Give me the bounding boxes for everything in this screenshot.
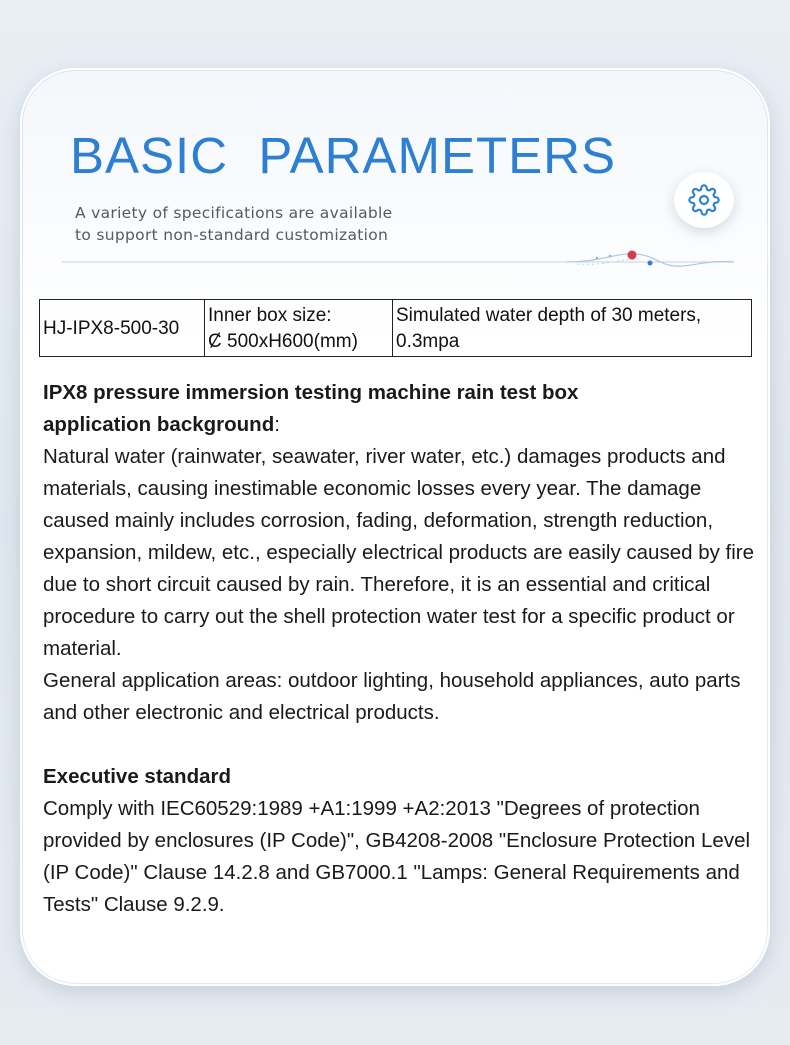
page-subtitle <box>75 202 392 246</box>
table-row <box>40 300 752 357</box>
water-depth-line-2: 0.3mpa <box>396 331 460 352</box>
standard-paragraph: Comply with IEC60529:1989 +A1:1999 +A2:2013 "Degrees of protection provided by enclosures (IP Code)", GB4208-2008 "Enclosure Protection Level (IP Code)" Clause 14.2.8 and GB7000.1 "Lamps: General Requirements and Tests" Clause 9.2.9. <box>43 797 751 916</box>
page-title: BASIC PARAMETERS <box>70 127 617 184</box>
inner-size-value: Ȼ 500xH600(mm) <box>208 331 358 352</box>
red-dot-icon <box>628 251 637 260</box>
spec-table <box>39 299 752 357</box>
inner-size-label: Inner box size: <box>208 305 332 326</box>
background-heading-line-2: application background <box>43 413 275 436</box>
decorative-divider <box>62 246 734 276</box>
blue-dot-icon <box>648 261 653 266</box>
background-heading-colon: : <box>274 413 280 436</box>
background-heading-line-1: IPX8 pressure immersion testing machine rain test box <box>43 381 579 404</box>
background-paragraph-2: General application areas: outdoor lighting, household appliances, auto parts and other electronic and electrical products. <box>43 669 741 724</box>
main-content <box>43 377 758 921</box>
water-depth-line-1: Simulated water depth of 30 meters, <box>396 305 702 326</box>
standard-heading: Executive standard <box>43 765 231 788</box>
subtitle-line-1: A variety of specifications are available <box>75 204 393 222</box>
water-depth-cell <box>393 300 752 357</box>
background-paragraph-1: Natural water (rainwater, seawater, river water, etc.) damages products and materials, causing inestimable economic losses every year. The damage caused mainly includes corrosion, fading, deformation, strength reduction, expansion, mildew, etc., especially electrical products are easily caused by fire due to short circuit caused by rain. Therefore, it is an essential and critical procedure to carry out the shell protection water test for a specific product or material. <box>43 445 755 660</box>
inner-size-cell <box>205 300 393 357</box>
subtitle-line-2: to support non-standard customization <box>75 226 389 244</box>
gear-icon <box>688 184 720 216</box>
gear-button[interactable] <box>674 172 734 228</box>
model-cell: HJ-IPX8-500-30 <box>40 300 205 357</box>
background-heading <box>43 377 758 441</box>
section-spacer <box>43 729 758 761</box>
